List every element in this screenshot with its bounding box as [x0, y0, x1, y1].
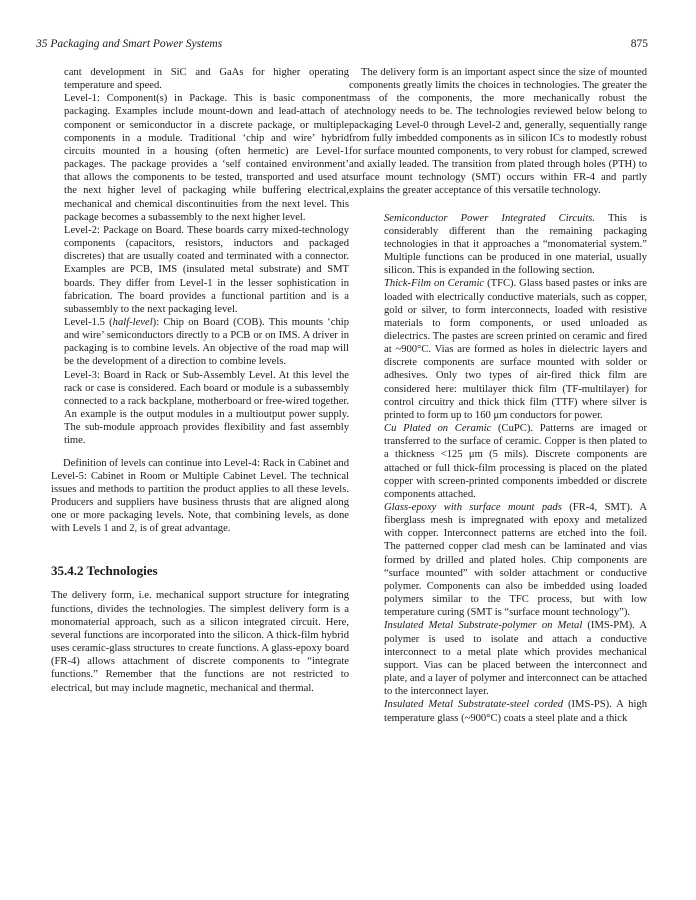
level-1-5-paragraph	[64, 316, 349, 369]
level-3-paragraph: Level-3: Board in Rack or Sub-Assembly Level. At this level the rack or case is considered. Each board or module is a subassembly connected to a rack backplane, motherboard or free-wired together. An example is the output modules in a multioutput power supply. The sub-module approach provides flexibility and fast assembly time.	[64, 369, 349, 447]
definition-paragraph: Definition of levels can continue into Level-4: Rack in Cabinet and Level-5: Cabinet in Room or Multiple Cabinet Level. The technical issues and methods to partition the product applies to all these levels. Producers and suppliers have business thrusts that are aligned along one or more packaging levels. Note, that combining levels, as done with Levels 1 and 2, is of great advantage.	[51, 457, 349, 535]
ims-ps-title: Insulated Metal Substratate-steel corded	[384, 699, 564, 711]
glass-epoxy-item	[384, 501, 647, 619]
cupc-text: (CuPC). Patterns are imaged or transferred to the surface of ceramic. Copper is then plated to a thickness <125 μm (5 mils). Discrete components are attached or full thick-film processing is placed on the plated copper with screen-printed components imbedded or discrete components attached.	[384, 423, 647, 500]
cupc-title: Cu Plated on Ceramic	[384, 423, 492, 435]
glass-epoxy-title: Glass-epoxy with surface mount pads	[384, 502, 562, 513]
tfc-title: Thick-Film on Ceramic	[384, 278, 485, 290]
spic-text: This is considerably different than the remaining packaging technologies in that it approaches a “monomaterial system.” Multiple functions can be produced in one material, usually silicon. This is expanded in the following section.	[384, 212, 647, 277]
delivery-paragraph: The delivery form is an important aspect since the size of mounted components greatly limits the choices in technologies. The greater the mass of the components, the more mechanically robust the technology needs to be. The technologies reviewed below belong to packaging Level-0 through Level-2 and, generally, sequentially range from fully imbedded components as in silicon ICs to modestly robust for surface mounted components, to very robust for clamped, screwed and axially leaded. The transition from plated through holes (PTH) to surface mount technology (SMT) occurs within FR-4 and partly explains the greater acceptance of this versatile technology.	[349, 67, 647, 197]
section-heading: 35.4.2 Technologies	[51, 563, 158, 579]
running-header	[36, 38, 648, 54]
tfc-text: (TFC). Glass based pastes or inks are loaded with electrically conductive materials, such as copper, gold or silver, to form interconnects, loaded with resistive materials to form components, or used unloaded as dielectrics. The pastes are screen printed on ceramic and fired at ~900°C. Vias are formed as holes in dielectric layers and discrete components are surface mounted with solder or adhesives. Only two types of air-fired thick film are considered here: multilayer thick film (TF-multilayer) for control circuitry and thick thick film (TTF) where silver is printed to form up to 160 μm conductors for power.	[384, 278, 647, 421]
cupc-item	[384, 422, 647, 501]
level-1-5-lead: Level-1.5 (	[64, 316, 113, 328]
level-1-5-text: ): Chip on Board (COB). This mounts ‘chip and wire’ semiconductors directly to a PCB or on IMS. A driver in packaging is to combine levels. An objective of the road map will be the development of a direction to combine levels.	[64, 316, 349, 368]
technologies-paragraph: The delivery form, i.e. mechanical support structure for integrating functions, divides the technologies. The simplest delivery form is a monomaterial approach, such as a silicon integrated circuit. Here, several functions are incorporated into the silicon. A thick-film hybrid uses ceramic-glass structures to create functions. A glass-epoxy board (FR-4) allows attachment of discrete components to “integrate functions.” Remember that the functions are not restricted to electrical, but may include magnetic, mechanical and thermal.	[51, 590, 349, 694]
level-1-5-emphasis: half-level	[112, 316, 153, 328]
glass-epoxy-text: (FR-4, SMT). A fiberglass mesh is impregnated with epoxy and metalized with copper. Interconnect patterns are etched into the foil. The patterned copper clad mesh can be laminated and vias formed by drilled and plated holes. Chip components are “surface mounted” with solder attachment or conductive polymer. Components can also be imbedded using loaded polymers similar to the TFC process, but with low temperature curing (SMT is “surface mount technology”).	[384, 502, 647, 619]
right-column	[349, 66, 647, 725]
intro-text: cant development in SiC and GaAs for higher operating temperature and speed.	[64, 67, 349, 92]
ims-pm-title: Insulated Metal Substrate-polymer on Metal	[384, 620, 583, 632]
spic-item	[384, 212, 647, 278]
ims-ps-text: (IMS-PS). A high temperature glass (~900°C) coats a steel plate and a thick	[384, 699, 647, 724]
left-column	[51, 66, 349, 695]
page-number: 875	[630, 38, 648, 50]
ims-pm-item	[384, 619, 647, 698]
spic-title: Semiconductor Power Integrated Circuits.	[384, 212, 596, 224]
ims-pm-text: (IMS-PM). A polymer is used to isolate and attach a conductive interconnect to a metal plate which provides mechanical support. Vias can be placed between the interconnect and plate, and a layer of polymer and interconnect can be attached to the interconnect layer.	[384, 620, 647, 698]
level-1-paragraph: Level-1: Component(s) in Package. This is basic component packaging. Examples include mount-down and lead-attach of a component or semiconductor in a discrete package, or multiple components in a module. Traditional ‘chip and wire’ hybrid circuits mounted in a housing (often hermetic) are Level-1 packages. The package provides a ‘self contained environment’ that allows the components to be tested, transported and used at the next higher level of packaging while buffering electrical, mechanical and chemical discontinuities from the next level. This package becomes a subassembly to the next higher level.	[64, 93, 349, 223]
chapter-title: 35 Packaging and Smart Power Systems	[36, 38, 223, 50]
tfc-item	[384, 277, 647, 422]
level-2-paragraph: Level-2: Package on Board. These boards carry mixed-technology components (capacitors, resistors, inductors and packaged discretes) that are usually coated and terminated with a connector. Examples are PCB, IMS (insulated metal substrate) and SMT boards. They differ from Level-1 in the lesser sophistication in fabrication. The board provides a functional partition and is a subassembly to the next packaging level.	[64, 224, 349, 315]
ims-ps-item	[384, 698, 647, 724]
